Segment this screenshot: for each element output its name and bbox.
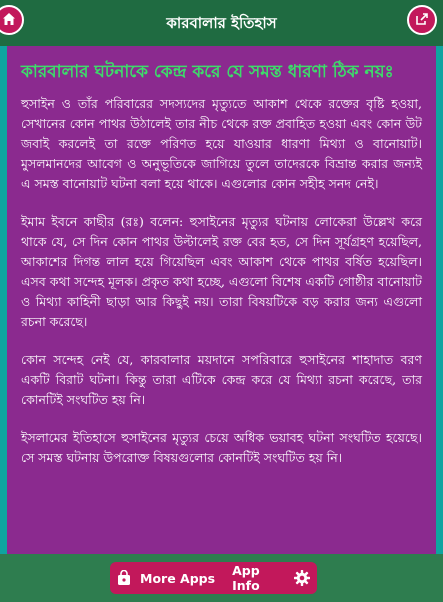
app-info-button[interactable] <box>222 562 317 594</box>
article-content[interactable] <box>7 46 436 554</box>
more-apps-button[interactable] <box>110 562 222 594</box>
bottom-button-group <box>110 562 317 594</box>
article-paragraph-3: কোন সন্দেহ নেই যে, কারবালার ময়দানে সপরিবারে হুসাইনের শাহাদাত বরণ একটি বিরাট ঘটনা। কিন্তু তারা এটিকে কেন্দ্র করে যে মিথ্যা রচনা করেছে, তার কোনটিই সংঘটিত হয় নি। <box>21 352 422 407</box>
app-title: কারবালার ইতিহাস <box>166 14 277 32</box>
share-icon <box>415 11 429 30</box>
shopping-bag-icon <box>116 570 132 586</box>
app-bar <box>0 0 443 46</box>
right-side-strip <box>436 46 443 554</box>
share-button[interactable] <box>407 5 437 35</box>
more-apps-label: More Apps <box>140 570 216 586</box>
app-info-label: App Info <box>232 563 260 593</box>
bottom-bar <box>0 554 443 602</box>
left-side-strip <box>0 46 7 554</box>
article-paragraph-1: হুসাইন ও তাঁর পরিবারের সদস্যদের মৃত্যুতে আকাশ থেকে রক্তের বৃষ্টি হওয়া, সেখানের কোন পাথর উঠালেই তার নীচ থেকে রক্ত প্রবাহিত হওয়া এবং কোন উট জবাই করলেই তা রক্তে পরিণত হয়ে যাওয়ার ধারণা মিথ্যা ও বানোয়াট। মুসলমানদের আবেগ ও অনুভূতিকে জাগিয়ে তুলে তাদেরকে বিভ্রান্ত করার জন্যই এ সমস্ত বানোয়াট ঘটনা বলা হয়ে থাকে। এগুলোর কোন সহীহ সনদ নেই। <box>21 96 422 191</box>
article-paragraph-4: ইসলামের ইতিহাসে হুসাইনের মৃত্যুর চেয়ে অধিক ভয়াবহ ঘটনা সংঘটিত হয়েছে। সে সমস্ত ঘটনায় উপরোক্ত বিষয়গুলোর কোনটিই সংঘটিত হয় নি। <box>21 430 422 465</box>
article-heading: কারবালার ঘটনাকে কেন্দ্র করে যে সমস্ত ধারণা ঠিক নয়ঃ <box>21 62 394 82</box>
gear-icon <box>293 569 311 587</box>
article-paragraph-2: ইমাম ইবনে কাছীর (রঃ) বলেন: হুসাইনের মৃত্যুর ঘটনায় লোকেরা উল্লেখ করে থাকে যে, সে দিন কোন পাথর উল্টালেই রক্ত বের হত, সে দিন সূর্যগ্রহণ হয়েছিল, আকাশের দিগন্ত লাল হয়ে গিয়েছিল এবং আকাশ থেকে পাথর বর্ষিত হয়েছিল। এসব কথা সন্দেহ মূলক। প্রকৃত কথা হচ্ছে, এগুলো বিশেষ একটি গোষ্ঠীর বানোয়াট ও মিথ্যা কাহিনী ছাড়া আর কিছুই নয়। তারা বিষয়টিকে বড় করার জন্য এগুলো রচনা করেছে। <box>21 214 422 329</box>
